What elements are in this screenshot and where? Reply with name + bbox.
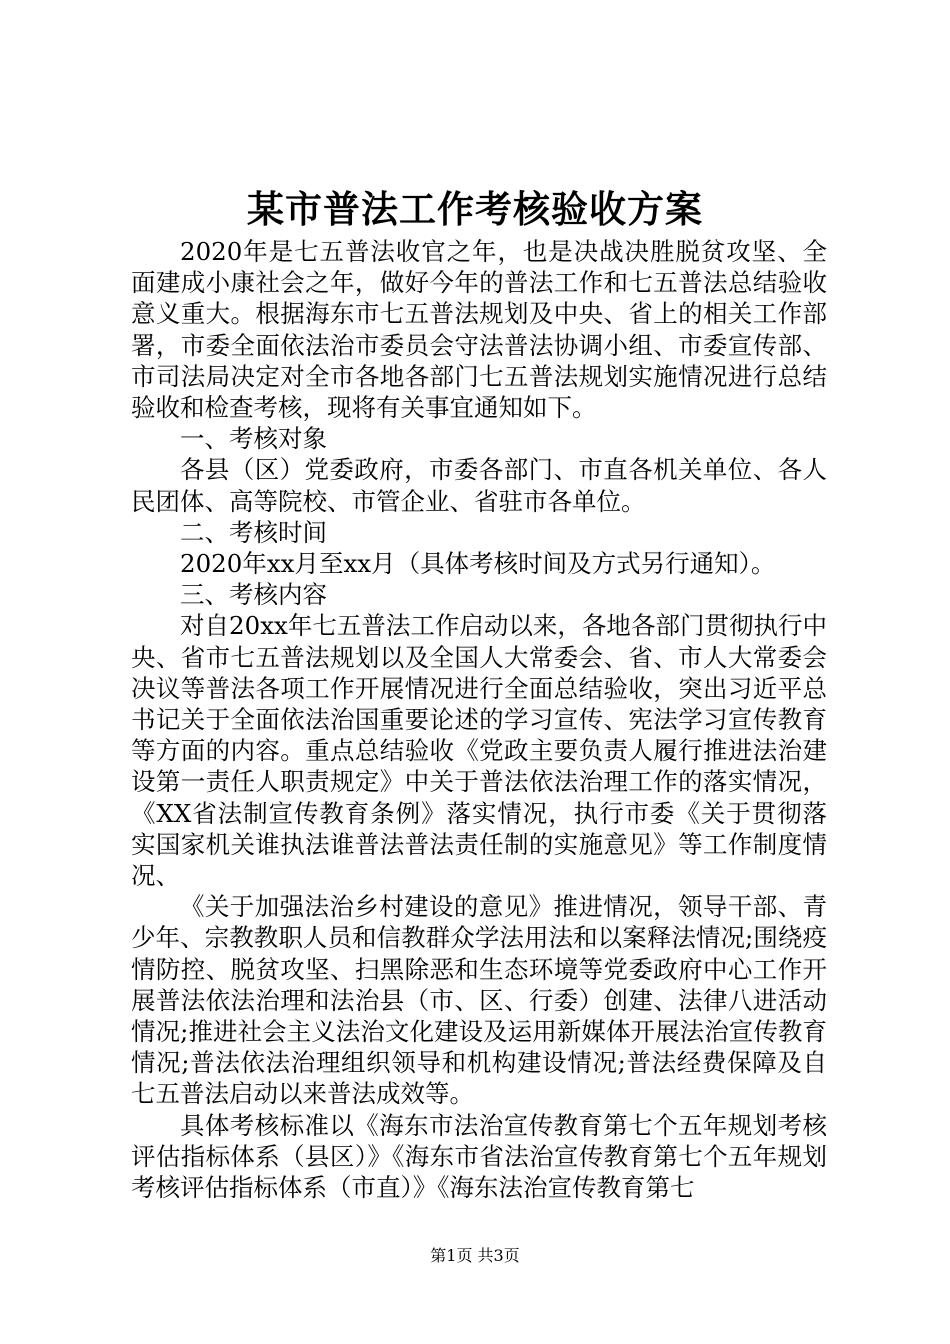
paragraph-content: 对自20xx年七五普法工作启动以来，各地各部门贯彻执行中央、省市七五普法规划以及全国人大常委会、省、市人大常委会决议等普法各项工作开展情况进行全面总结验收，突出习近平总书记关于全面依法治国重要论述的学习宣传、宪法学习宣传教育等方面的内容。重点总结验收《党政主要负责人履行推进法治建设第一责任人职责规定》中关于普法依法治理工作的落实情况，《XX省法制宣传教育条例》落实情况，执行市委《关于贯彻落实国家机关谁执法谁普法普法责任制的实施意见》等工作制度情况、 [131,611,827,891]
paragraph-standards: 具体考核标准以《海东市法治宣传教育第七个五年规划考核评估指标体系（县区）》《海东市省法治宣传教育第七个五年规划考核评估指标体系（市直）》《海东法治宣传教育第七 [131,1110,827,1203]
section-heading-content: 三、考核内容 [180,580,327,610]
paragraph-time: 2020年xx月至xx月（具体考核时间及方式另行通知）。 [180,549,776,579]
document-body [131,236,827,1203]
page-number-footer: 第1页 共3页 [430,1246,520,1265]
paragraph-intro: 2020年是七五普法收官之年，也是决战决胜脱贫攻坚、全面建成小康社会之年，做好今年的普法工作和七五普法总结验收意义重大。根据海东市七五普法规划及中央、省上的相关工作部署，市委全面依法治市委员会守法普法协调小组、市委宣传部、市司法局决定对全市各地各部门七五普法规划实施情况进行总结验收和检查考核，现将有关事宜通知如下。 [131,237,827,423]
paragraph-targets: 各县（区）党委政府，市委各部门、市直各机关单位、各人民团体、高等院校、市管企业、省驻市各单位。 [131,455,827,516]
section-heading-targets: 一、考核对象 [180,424,327,454]
section-heading-time: 二、考核时间 [180,517,327,547]
document-title: 某市普法工作考核验收方案 [247,187,703,231]
paragraph-content-continued: 《关于加强法治乡村建设的意见》推进情况，领导干部、青少年、宗教教职人员和信教群众学法用法和以案释法情况;围绕疫情防控、脱贫攻坚、扫黑除恶和生态环境等党委政府中心工作开展普法依法治理和法治县（市、区、行委）创建、法律八进活动情况;推进社会主义法治文化建设及运用新媒体开展法治宣传教育情况;普法依法治理组织领导和机构建设情况;普法经费保障及自七五普法启动以来普法成效等。 [131,892,827,1109]
